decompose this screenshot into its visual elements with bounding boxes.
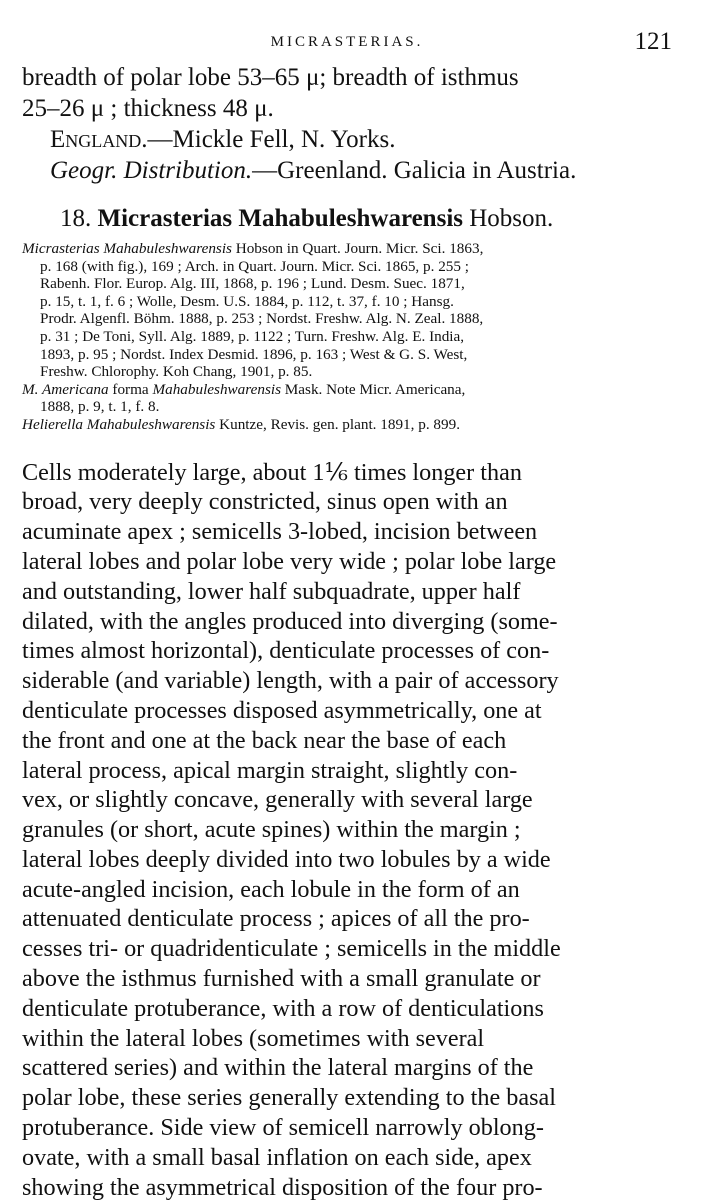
species-heading bbox=[22, 204, 672, 234]
intro-line-2: 25–26 μ ; thickness 48 μ. bbox=[22, 95, 274, 122]
description-line: Cells moderately large, about 1⅙ times longer than bbox=[22, 458, 522, 486]
reference-line bbox=[22, 363, 672, 381]
reference-line bbox=[22, 398, 672, 416]
species-name: Micrasterias Mahabuleshwarensis bbox=[97, 205, 463, 232]
reference-taxon-name: Helierella Mahabuleshwarensis bbox=[22, 415, 216, 433]
reference-citation: 1893, p. 95 ; Nordst. Index Desmid. 1896, p. 163 ; West & G. S. West, bbox=[40, 345, 468, 363]
description-line: protuberance. Side view of semicell narrowly oblong- bbox=[22, 1114, 544, 1142]
species-description bbox=[22, 458, 672, 1202]
description-line: lateral process, apical margin straight, slightly con- bbox=[22, 756, 518, 784]
reference-line bbox=[22, 346, 672, 364]
reference-taxon-name: Micrasterias Mahabuleshwarensis bbox=[22, 240, 232, 257]
description-line: the front and one at the back near the base of each bbox=[22, 726, 507, 754]
reference-citation: Prodr. Algenfl. Böhm. 1888, p. 253 ; Nordst. Freshw. Alg. N. Zeal. 1888, bbox=[40, 310, 484, 328]
species-number: 18. bbox=[60, 205, 92, 232]
page-number: 121 bbox=[634, 28, 672, 55]
description-line: above the isthmus furnished with a small granulate or bbox=[22, 965, 541, 993]
description-line: dilated, with the angles produced into diverging (some- bbox=[22, 607, 558, 635]
reference-citation: Hobson in Quart. Journ. Micr. Sci. 1863, bbox=[231, 240, 484, 257]
reference-citation: Mask. Note Micr. Americana, bbox=[281, 380, 466, 398]
reference-line bbox=[22, 416, 672, 434]
description-line: times almost horizontal), denticulate processes of con- bbox=[22, 637, 550, 665]
england-label: England. bbox=[50, 126, 148, 153]
reference-taxon-name: Mahabuleshwarensis bbox=[152, 380, 281, 398]
book-page bbox=[22, 18, 672, 1202]
description-line: ovate, with a small basal inflation on each side, apex bbox=[22, 1143, 532, 1171]
description-line: and outstanding, lower half subquadrate, upper half bbox=[22, 577, 521, 605]
description-line: scattered series) and within the lateral margins of the bbox=[22, 1054, 534, 1082]
reference-citation: p. 15, t. 1, f. 6 ; Wolle, Desm. U.S. 1884, p. 112, t. 37, f. 10 ; Hansg. bbox=[40, 292, 454, 310]
intro-block bbox=[22, 62, 672, 186]
distribution-label: Geogr. Distribution. bbox=[50, 157, 253, 184]
description-line: granules (or short, acute spines) within the margin ; bbox=[22, 816, 521, 844]
reference-citation: Rabenh. Flor. Europ. Alg. III, 1868, p. 196 ; Lund. Desm. Suec. 1871, bbox=[40, 275, 465, 293]
description-line: acuminate apex ; semicells 3-lobed, incision between bbox=[22, 518, 538, 546]
england-locality bbox=[22, 124, 672, 155]
reference-taxon-name: M. Americana bbox=[22, 380, 109, 398]
description-line: denticulate processes disposed asymmetrically, one at bbox=[22, 696, 542, 724]
description-line: vex, or slightly concave, generally with several large bbox=[22, 786, 533, 814]
synonymy-references bbox=[22, 240, 672, 434]
intro-line-1: breadth of polar lobe 53–65 μ; breadth of isthmus bbox=[22, 64, 519, 91]
description-line: acute-angled incision, each lobule in the form of an bbox=[22, 875, 520, 903]
description-line: denticulate protuberance, with a row of denticulations bbox=[22, 994, 544, 1022]
description-line: cesses tri- or quadridenticulate ; semicells in the middle bbox=[22, 935, 561, 963]
description-line: within the lateral lobes (sometimes with several bbox=[22, 1024, 485, 1052]
reference-line bbox=[22, 381, 672, 399]
description-line: showing the asymmetrical disposition of the four pro- bbox=[22, 1173, 543, 1201]
reference-line bbox=[22, 328, 672, 346]
reference-citation: p. 31 ; De Toni, Syll. Alg. 1889, p. 1122 ; Turn. Freshw. Alg. E. India, bbox=[40, 327, 465, 345]
distribution-text: —Greenland. Galicia in Austria. bbox=[252, 157, 577, 184]
reference-citation: p. 168 (with fig.), 169 ; Arch. in Quart. Journ. Micr. Sci. 1865, p. 255 ; bbox=[40, 257, 470, 275]
reference-line bbox=[22, 258, 672, 276]
description-line: lateral lobes and polar lobe very wide ; polar lobe large bbox=[22, 547, 557, 575]
description-line: siderable (and variable) length, with a pair of accessory bbox=[22, 667, 559, 695]
reference-line bbox=[22, 275, 672, 293]
description-line: polar lobe, these series generally extending to the basal bbox=[22, 1084, 556, 1112]
reference-citation: 1888, p. 9, t. 1, f. 8. bbox=[40, 398, 160, 416]
reference-line bbox=[22, 293, 672, 311]
reference-citation: forma bbox=[108, 380, 153, 398]
reference-line bbox=[22, 310, 672, 328]
reference-citation: Kuntze, Revis. gen. plant. 1891, p. 899. bbox=[215, 415, 460, 433]
geographic-distribution bbox=[22, 155, 672, 186]
reference-line bbox=[22, 240, 672, 258]
page-header bbox=[22, 18, 672, 58]
description-line: lateral lobes deeply divided into two lobules by a wide bbox=[22, 845, 551, 873]
description-line: broad, very deeply constricted, sinus open with an bbox=[22, 488, 508, 516]
description-line: attenuated denticulate process ; apices of all the pro- bbox=[22, 905, 530, 933]
species-author: Hobson. bbox=[469, 205, 554, 232]
running-title: MICRASTERIAS. bbox=[270, 34, 424, 50]
reference-citation: Freshw. Chlorophy. Koh Chang, 1901, p. 85. bbox=[40, 363, 313, 381]
england-text: —Mickle Fell, N. Yorks. bbox=[147, 126, 396, 153]
